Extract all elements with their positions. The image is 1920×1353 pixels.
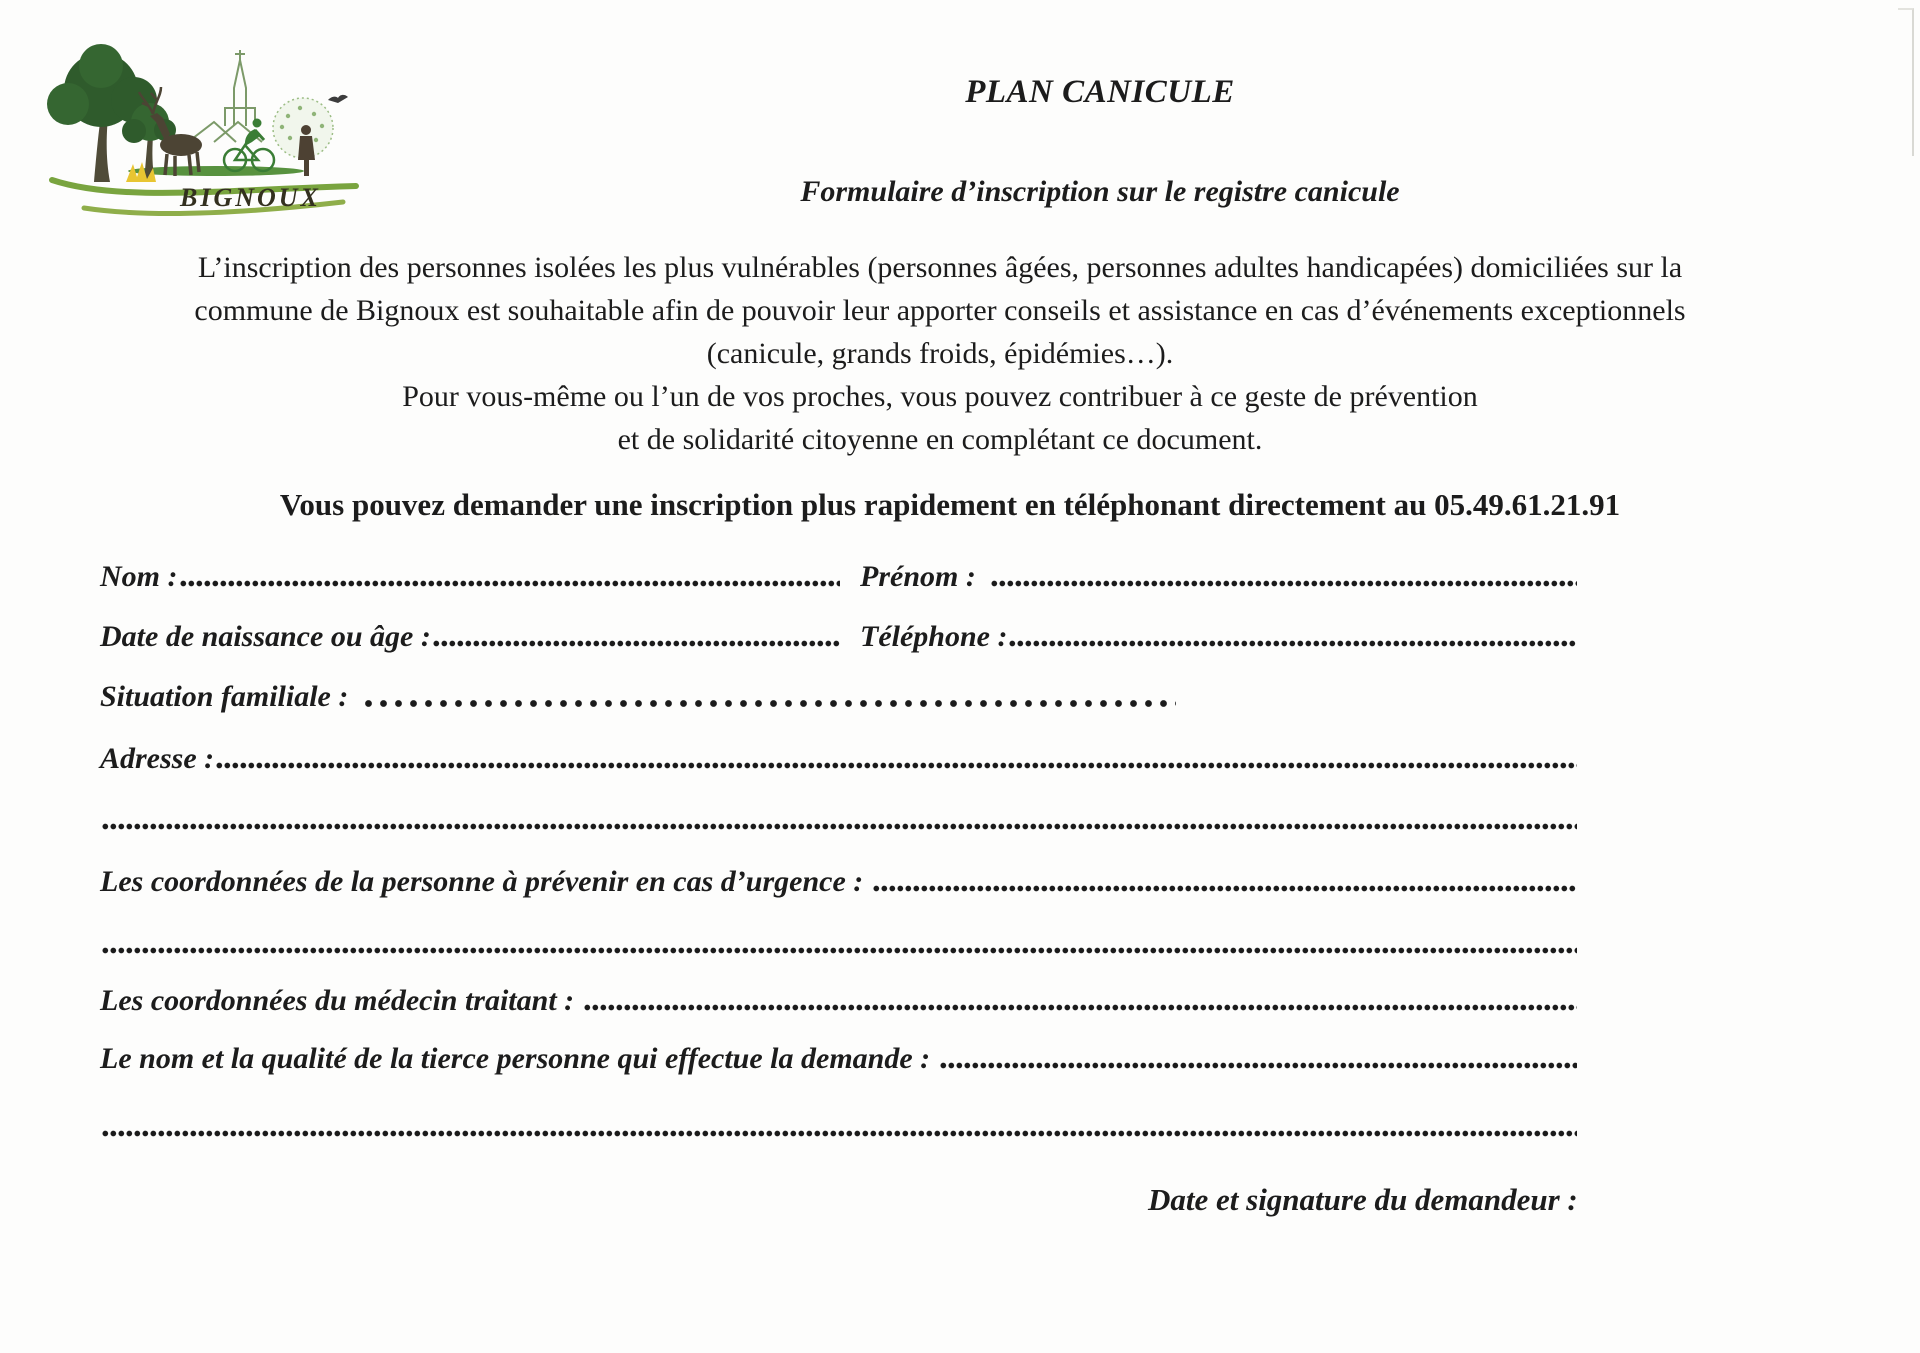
bird-icon	[328, 95, 348, 103]
naissance-fill-line	[433, 639, 840, 648]
intro-line: et de solidarité citoyenne en complétant ce document.	[617, 423, 1263, 456]
intro-line: Pour vous-même ou l’un de vos proches, vous pouvez contribuer à ce geste de prévention	[402, 380, 1478, 413]
naissance-label: Date de naissance ou âge :	[100, 619, 431, 653]
row-tierce-personne	[100, 1028, 1577, 1074]
row-urgence	[100, 851, 1577, 897]
row-adresse-continuation	[100, 789, 1577, 835]
intro-line: L’inscription des personnes isolées les plus vulnérables (personnes âgées, personnes adultes handicapées) domiciliées sur la	[197, 251, 1683, 284]
prenom-label: Prénom :	[860, 559, 984, 593]
intro-paragraph	[100, 246, 1780, 461]
situation-fill-line	[364, 699, 1176, 708]
situation-label: Situation familiale :	[100, 679, 356, 713]
row-adresse	[100, 728, 1577, 774]
page-subtitle: Formulaire d’inscription sur le registre canicule	[800, 175, 1400, 208]
prenom-field	[860, 561, 1577, 593]
medecin-label: Les coordonnées du médecin traitant :	[100, 983, 582, 1017]
telephone-label: Téléphone :	[860, 619, 1008, 653]
bignoux-logo	[38, 30, 370, 225]
nom-field	[100, 561, 840, 593]
form-fields	[100, 546, 1577, 1266]
telephone-fill-line	[1009, 639, 1577, 648]
nom-label: Nom :	[100, 559, 178, 593]
urgence-fill-line	[873, 884, 1577, 893]
church-icon	[188, 50, 262, 142]
row-situation	[100, 666, 1577, 712]
urgence-fill-line-2	[102, 946, 1577, 955]
intro-line: commune de Bignoux est souhaitable afin de pouvoir leur apporter conseils et assistance en cas d’événements exceptionnels	[194, 294, 1686, 327]
medecin-fill-line	[584, 1003, 1577, 1012]
signature-label: Date et signature du demandeur :	[1148, 1182, 1578, 1217]
row-nom-prenom	[100, 546, 1577, 592]
grass-icon	[128, 166, 304, 176]
scan-edge-artifact	[1898, 8, 1914, 156]
row-naissance-telephone	[100, 606, 1577, 652]
bignoux-logo-graphic	[38, 30, 370, 225]
adresse-label: Adresse :	[100, 741, 215, 775]
adresse-fill-line-2	[102, 822, 1577, 831]
page-title: PLAN CANICULE	[965, 74, 1235, 110]
intro-line: (canicule, grands froids, épidémies…).	[706, 337, 1174, 370]
nom-fill-line	[180, 579, 841, 588]
telephone-field	[860, 621, 1577, 653]
logo-wordmark: BIGNOUX	[180, 183, 321, 212]
row-medecin	[100, 970, 1577, 1016]
tierce-fill-line	[940, 1061, 1577, 1070]
adresse-fill-line	[216, 761, 1577, 770]
tierce-label: Le nom et la qualité de la tierce personne qui effectue la demande :	[100, 1041, 938, 1075]
phone-notice: Vous pouvez demander une inscription plus rapidement en téléphonant directement au 05.49.61.21.91	[279, 487, 1621, 522]
urgence-label: Les coordonnées de la personne à prévenir en cas d’urgence :	[100, 864, 871, 898]
row-tierce-continuation	[100, 1096, 1577, 1142]
tierce-fill-line-2	[102, 1129, 1577, 1138]
naissance-field	[100, 621, 840, 653]
row-urgence-continuation	[100, 913, 1577, 959]
trees-icon	[47, 44, 176, 182]
prenom-fill-line	[991, 579, 1577, 588]
